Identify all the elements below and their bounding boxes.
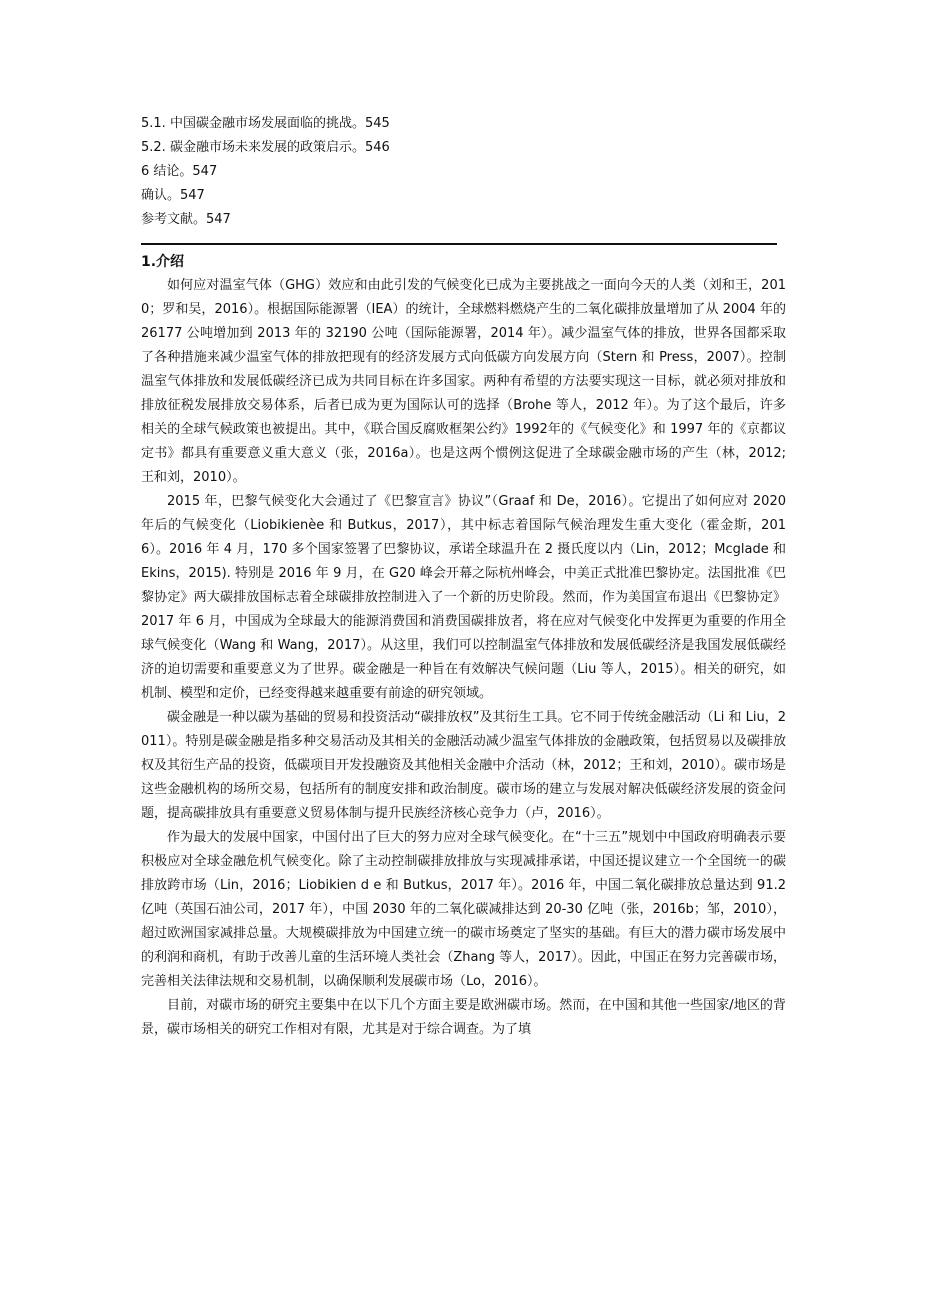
section-heading: 1.介绍 bbox=[141, 254, 185, 270]
table-of-contents bbox=[141, 112, 786, 232]
document-page bbox=[141, 112, 786, 1042]
toc-entry-references[interactable]: 参考文献。547 bbox=[141, 212, 231, 227]
paragraph-4: 作为最大的发展中国家，中国付出了巨大的努力应对全球气候变化。在“十三五”规划中中国政府明确表示要积极应对全球金融危机气候变化。除了主动控制碳排放排放与实现减排承诺，中国还提议建立一个全国统一的碳排放跨市场（Lin，2016；Liobikien d e 和 Butkus，2017 年）。2016 年，中国二氧化碳排放总量达到 91.2 亿吨（英国石油公司，2017 年），中国 2030 年的二氧化碳减排达到 20-30 亿吨（张，2016b；邹，2010），超过欧洲国家减排总量。大规模碳排放为中国建立统一的碳市场奠定了坚实的基础。有巨大的潜力碳市场发展中的利润和商机，有助于改善儿童的生活环境人类社会（Zhang 等人，2017）。因此，中国正在努力完善碳市场，完善相关法律法规和交易机制，以确保顺利发展碳市场（Lo，2016）。 bbox=[141, 830, 786, 989]
toc-entry-conclusion[interactable]: 6 结论。547 bbox=[141, 164, 218, 179]
paragraph-3: 碳金融是一种以碳为基础的贸易和投资活动“碳排放权”及其衍生工具。它不同于传统金融活动（Li 和 Liu，2011）。特别是碳金融是指多种交易活动及其相关的金融活动减少温室气体排放的金融政策，包括贸易以及碳排放权及其衍生产品的投资，低碳项目开发投融资及其他相关金融中介活动（林，2012；王和刘，2010）。碳市场是这些金融机构的场所交易，包括所有的制度安排和政治制度。碳市场的建立与发展对解决低碳经济发展的资金问题，提高碳排放具有重要意义贸易体制与提升民族经济核心竞争力（卢，2016）。 bbox=[141, 710, 786, 821]
toc-entry-5-2[interactable]: 5.2. 碳金融市场未来发展的政策启示。546 bbox=[141, 140, 390, 155]
toc-entry-acknowledgement[interactable]: 确认。547 bbox=[141, 188, 205, 203]
toc-entry-5-1[interactable]: 5.1. 中国碳金融市场发展面临的挑战。545 bbox=[141, 116, 390, 131]
paragraph-1: 如何应对温室气体（GHG）效应和由此引发的气候变化已成为主要挑战之一面向今天的人类（刘和王，2010；罗和吴，2016）。根据国际能源署（IEA）的统计，全球燃料燃烧产生的二氧化碳排放量增加了从 2004 年的 26177 公吨增加到 2013 年的 32190 公吨（国际能源署，2014 年）。减少温室气体的排放，世界各国都采取了各种措施来减少温室气体的排放把现有的经济发展方式向低碳方向发展方向（Stern 和 Press，2007）。控制温室气体排放和发展低碳经济已成为共同目标在许多国家。两种有希望的方法要实现这一目标，就必须对排放和排放征税发展排放交易体系，后者已成为更为国际认可的选择（Brohe 等人，2012 年）。为了这个最后，许多相关的全球气候政策也被提出。其中，《联合国反腐败框架公约》1992年的《气候变化》和 1997 年的《京都议定书》都具有重要意义重大意义（张，2016a）。也是这两个惯例这促进了全球碳金融市场的产生（林，2012; 王和刘，2010）。 bbox=[141, 278, 786, 485]
paragraph-2: 2015 年，巴黎气候变化大会通过了《巴黎宣言》协议”（Graaf 和 De，2016）。它提出了如何应对 2020 年后的气候变化（Liobikienèe 和 Butkus，2017），其中标志着国际气候治理发生重大变化（霍金斯，2016）。2016 年 4 月，170 多个国家签署了巴黎协议，承诺全球温升在 2 摄氏度以内（Lin，2012；Mcglade 和 Ekins，2015). 特别是 2016 年 9 月，在 G20 峰会开幕之际杭州峰会，中美正式批准巴黎协定。法国批准《巴黎协定》两大碳排放国标志着全球碳排放控制进入了一个新的历史阶段。然而，作为美国宣布退出《巴黎协定》2017 年 6 月，中国成为全球最大的能源消费国和消费国碳排放者，将在应对气候变化中发挥更为重要的作用全球气候变化（Wang 和 Wang，2017）。从这里，我们可以控制温室气体排放和发展低碳经济是我国发展低碳经济的迫切需要和重要意义为了世界。碳金融是一种旨在有效解决气候问题（Liu 等人，2015）。相关的研究，如机制、模型和定价，已经变得越来越重要有前途的研究领域。 bbox=[141, 494, 786, 701]
section-divider bbox=[141, 243, 777, 245]
paragraph-5: 目前，对碳市场的研究主要集中在以下几个方面主要是欧洲碳市场。然而，在中国和其他一些国家/地区的背景，碳市场相关的研究工作相对有限，尤其是对于综合调查。为了填 bbox=[141, 998, 786, 1037]
